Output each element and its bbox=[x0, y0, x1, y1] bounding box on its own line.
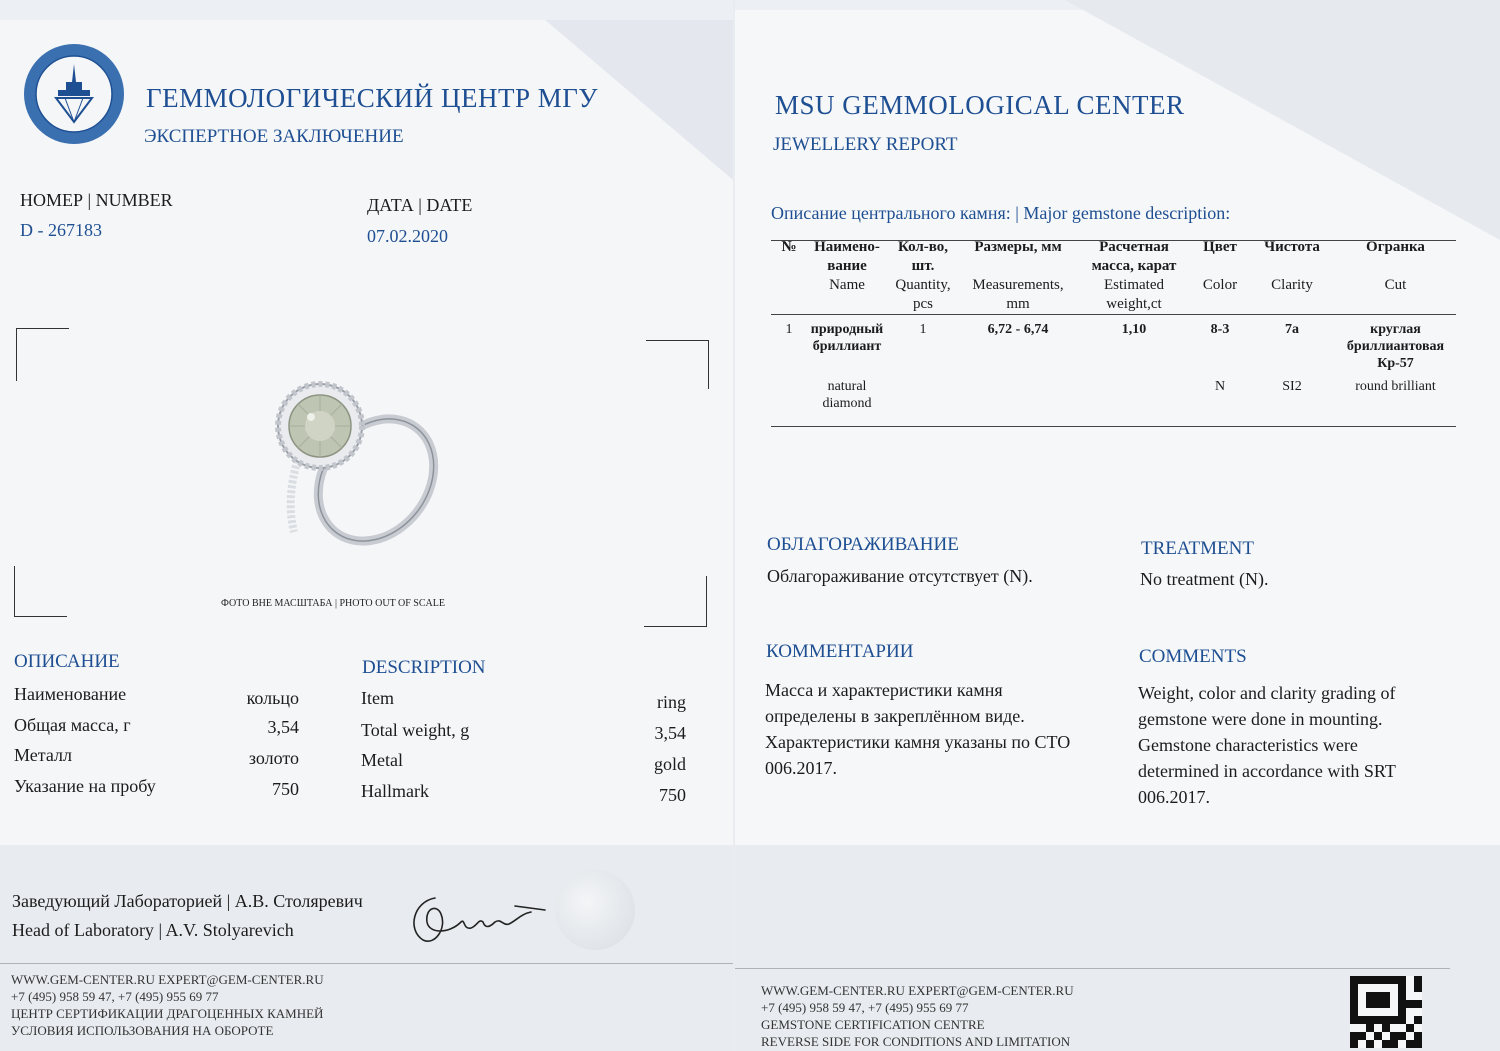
qr-module bbox=[1390, 984, 1398, 992]
col-header-en: Name bbox=[829, 277, 865, 293]
head-role-en: Head of Laboratory bbox=[12, 920, 154, 940]
comments-text-en: Weight, color and clarity grading of gemstone were done in mounting. Gemstone characteristics were determined in accordance with SRT 006.2017. bbox=[1138, 683, 1396, 807]
cell-ru: 6,72 - 6,74 bbox=[987, 322, 1049, 337]
report-subtitle-en: JEWELLERY REPORT bbox=[773, 134, 958, 155]
qr-module bbox=[1390, 976, 1398, 984]
description-heading-en: DESCRIPTION bbox=[362, 657, 486, 678]
qr-module bbox=[1350, 992, 1358, 1000]
qr-module bbox=[1406, 984, 1414, 992]
footer-divider bbox=[735, 968, 1450, 969]
qr-module bbox=[1382, 1024, 1390, 1032]
cell-en: N bbox=[1214, 379, 1226, 394]
qr-module bbox=[1390, 1040, 1398, 1048]
cell-ru: природный бриллиант bbox=[810, 322, 884, 354]
head-role-ru: Заведующий Лабораторией bbox=[12, 891, 223, 911]
center-title-ru: ГЕММОЛОГИЧЕСКИЙ ЦЕНТР МГУ bbox=[146, 83, 598, 113]
qr-module bbox=[1406, 1024, 1414, 1032]
col-header-en: Quantity, pcs bbox=[895, 277, 951, 312]
col-header-en: Clarity bbox=[1271, 277, 1313, 293]
photo-frame-corner bbox=[644, 576, 707, 627]
qr-module bbox=[1406, 1000, 1414, 1008]
col-header-ru: Наимено-вание bbox=[814, 239, 880, 274]
qr-module bbox=[1382, 1008, 1390, 1016]
qr-module bbox=[1390, 992, 1398, 1000]
head-name-en: | A.V. Stolyarevich bbox=[158, 920, 294, 940]
desc-ru-value: кольцо bbox=[246, 688, 299, 708]
desc-ru-label: Указание на пробу bbox=[14, 776, 156, 796]
table-row-en bbox=[771, 372, 1456, 418]
qr-module bbox=[1390, 1008, 1398, 1016]
desc-en-value: 750 bbox=[659, 785, 686, 805]
qr-module bbox=[1390, 1032, 1398, 1040]
col-header-ru: Кол-во, шт. bbox=[897, 239, 949, 274]
qr-module bbox=[1358, 1024, 1366, 1032]
qr-module bbox=[1366, 1040, 1374, 1048]
col-header-ru: № bbox=[781, 239, 797, 255]
cell-ru: 1 bbox=[919, 322, 927, 337]
footer-contacts-ru bbox=[11, 971, 324, 1039]
desc-en-label: Hallmark bbox=[361, 781, 429, 801]
qr-module bbox=[1398, 1016, 1406, 1024]
desc-en-label: Total weight, g bbox=[361, 720, 470, 740]
qr-module bbox=[1350, 1040, 1358, 1048]
table-header-en bbox=[771, 276, 1456, 315]
footer-line: REVERSE SIDE FOR CONDITIONS AND LIMITATION bbox=[761, 1034, 1071, 1049]
gemstone-table bbox=[771, 238, 1456, 418]
qr-module bbox=[1406, 976, 1414, 984]
table-header-ru bbox=[771, 238, 1456, 276]
qr-module bbox=[1366, 984, 1374, 992]
qr-module bbox=[1382, 984, 1390, 992]
qr-module bbox=[1406, 1032, 1414, 1040]
qr-module bbox=[1358, 1008, 1366, 1016]
qr-module bbox=[1382, 976, 1390, 984]
qr-module bbox=[1366, 1008, 1374, 1016]
cell-ru: 1,10 bbox=[1121, 322, 1147, 337]
qr-module bbox=[1414, 1040, 1422, 1048]
qr-code-icon bbox=[1350, 976, 1422, 1048]
footer-line: WWW.GEM-CENTER.RU EXPERT@GEM-CENTER.RU bbox=[761, 983, 1074, 998]
desc-ru-label: Металл bbox=[14, 745, 72, 765]
qr-module bbox=[1382, 1000, 1390, 1008]
comments-heading-en: COMMENTS bbox=[1139, 646, 1247, 667]
qr-module bbox=[1398, 976, 1406, 984]
qr-module bbox=[1398, 984, 1406, 992]
report-number: D - 267183 bbox=[20, 220, 102, 240]
qr-module bbox=[1382, 1040, 1390, 1048]
comments-heading-ru: КОММЕНТАРИИ bbox=[766, 641, 914, 662]
cell-en bbox=[887, 372, 959, 418]
treatment-heading-en: TREATMENT bbox=[1141, 538, 1254, 559]
comments-text-ru: Масса и характеристики камня определены в закреплённом виде. Характеристики камня указаны по СТО 006.2017. bbox=[765, 680, 1071, 778]
table-row-ru bbox=[771, 315, 1456, 373]
signature bbox=[405, 888, 550, 950]
photo-frame-corner bbox=[16, 328, 69, 381]
qr-module bbox=[1414, 1016, 1422, 1024]
qr-module bbox=[1350, 1000, 1358, 1008]
qr-module bbox=[1358, 992, 1366, 1000]
qr-module bbox=[1406, 1008, 1414, 1016]
cell-en: natural diamond bbox=[822, 379, 872, 411]
qr-module bbox=[1414, 1024, 1422, 1032]
cell-en bbox=[771, 372, 807, 418]
qr-module bbox=[1366, 976, 1374, 984]
desc-en-value: 3,54 bbox=[654, 723, 686, 743]
qr-module bbox=[1358, 1040, 1366, 1048]
embossed-seal-stamp bbox=[555, 870, 635, 950]
qr-module bbox=[1366, 1024, 1374, 1032]
qr-module bbox=[1374, 1040, 1382, 1048]
cell-en: round brilliant bbox=[1355, 379, 1436, 394]
qr-module bbox=[1398, 1032, 1406, 1040]
qr-module bbox=[1374, 1016, 1382, 1024]
report-subtitle-ru: ЭКСПЕРТНОЕ ЗАКЛЮЧЕНИЕ bbox=[144, 126, 404, 147]
footer-divider bbox=[0, 963, 733, 964]
qr-module bbox=[1414, 976, 1422, 984]
qr-module bbox=[1374, 976, 1382, 984]
msu-gemmological-seal-icon bbox=[22, 42, 126, 146]
qr-module bbox=[1406, 1040, 1414, 1048]
treatment-heading-ru: ОБЛАГОРАЖИВАНИЕ bbox=[767, 534, 959, 555]
col-header-ru: Размеры, мм bbox=[974, 239, 1062, 255]
qr-module bbox=[1350, 1024, 1358, 1032]
footer-line: GEMSTONE CERTIFICATION CENTRE bbox=[761, 1017, 985, 1032]
qr-module bbox=[1398, 1040, 1406, 1048]
qr-module bbox=[1382, 1016, 1390, 1024]
qr-module bbox=[1398, 1024, 1406, 1032]
qr-module bbox=[1366, 1016, 1374, 1024]
qr-module bbox=[1350, 1032, 1358, 1040]
footer-line: +7 (495) 958 59 47, +7 (495) 955 69 77 bbox=[11, 989, 219, 1004]
qr-module bbox=[1390, 1024, 1398, 1032]
head-name-ru: | А.В. Столяревич bbox=[226, 891, 363, 911]
number-label: НОМЕР | NUMBER bbox=[20, 190, 173, 210]
cell-en bbox=[959, 372, 1077, 418]
col-header-en: Estimated weight,ct bbox=[1104, 277, 1164, 312]
footer-line: ЦЕНТР СЕРТИФИКАЦИИ ДРАГОЦЕННЫХ КАМНЕЙ bbox=[11, 1006, 324, 1021]
qr-module bbox=[1382, 1032, 1390, 1040]
col-header-ru: Цвет bbox=[1203, 239, 1237, 255]
qr-module bbox=[1366, 1032, 1374, 1040]
photo-frame-corner bbox=[646, 340, 709, 389]
cell-ru: 8-3 bbox=[1210, 322, 1230, 337]
cell-ru: круглая бриллиантовая Кр-57 bbox=[1346, 322, 1445, 371]
english-certificate-page bbox=[735, 0, 1500, 1051]
qr-module bbox=[1350, 1008, 1358, 1016]
report-date: 07.02.2020 bbox=[367, 226, 448, 246]
qr-module bbox=[1398, 1008, 1406, 1016]
qr-module bbox=[1406, 992, 1414, 1000]
qr-module bbox=[1374, 1008, 1382, 1016]
qr-module bbox=[1414, 992, 1422, 1000]
photo-caption: ФОТО ВНЕ МАСШТАБА | PHOTO OUT OF SCALE bbox=[221, 598, 445, 609]
col-header-en: Color bbox=[1202, 277, 1238, 293]
head-title-ru bbox=[12, 891, 363, 912]
qr-module bbox=[1414, 1032, 1422, 1040]
cell-en: SI2 bbox=[1282, 379, 1302, 394]
qr-module bbox=[1374, 1024, 1382, 1032]
cell-en bbox=[1077, 372, 1191, 418]
qr-module bbox=[1406, 1016, 1414, 1024]
qr-module bbox=[1374, 992, 1382, 1000]
description-heading-ru: ОПИСАНИЕ bbox=[14, 651, 120, 672]
col-header-en: Cut bbox=[1384, 277, 1407, 293]
paper-shade bbox=[0, 0, 733, 20]
qr-module bbox=[1358, 984, 1366, 992]
qr-module bbox=[1398, 1000, 1406, 1008]
treatment-text-ru: Облагораживание отсутствует (N). bbox=[767, 566, 1033, 586]
diamond-ring-photo bbox=[264, 372, 444, 552]
table-bottom-rule bbox=[771, 426, 1456, 427]
qr-module bbox=[1382, 992, 1390, 1000]
footer-contacts-en bbox=[761, 982, 1074, 1050]
desc-en-label: Metal bbox=[361, 750, 403, 770]
col-header-ru: Чистота bbox=[1264, 239, 1320, 255]
col-header-ru: Огранка bbox=[1366, 239, 1425, 255]
qr-module bbox=[1390, 1016, 1398, 1024]
col-header-en: Measurements, mm bbox=[972, 277, 1064, 312]
col-header-ru: Расчетная масса, карат bbox=[1091, 239, 1177, 274]
head-title-en bbox=[12, 920, 294, 941]
qr-module bbox=[1350, 1016, 1358, 1024]
cell-ru: 7а bbox=[1285, 322, 1299, 337]
desc-en-label: Item bbox=[361, 688, 394, 708]
qr-module bbox=[1358, 1000, 1366, 1008]
qr-module bbox=[1390, 1000, 1398, 1008]
qr-module bbox=[1414, 984, 1422, 992]
qr-module bbox=[1374, 1000, 1382, 1008]
qr-module bbox=[1398, 992, 1406, 1000]
date-label: ДАТА | DATE bbox=[367, 195, 473, 215]
qr-module bbox=[1358, 976, 1366, 984]
qr-module bbox=[1374, 1032, 1382, 1040]
qr-module bbox=[1366, 1000, 1374, 1008]
footer-line: WWW.GEM-CENTER.RU EXPERT@GEM-CENTER.RU bbox=[11, 972, 324, 987]
qr-module bbox=[1414, 1000, 1422, 1008]
qr-module bbox=[1350, 984, 1358, 992]
desc-en-value: gold bbox=[653, 754, 686, 774]
desc-ru-value: 750 bbox=[272, 779, 299, 799]
desc-ru-value: 3,54 bbox=[267, 717, 299, 737]
russian-certificate-page bbox=[0, 0, 733, 1051]
desc-ru-label: Общая масса, г bbox=[14, 715, 131, 735]
center-title-en: MSU GEMMOLOGICAL CENTER bbox=[775, 90, 1185, 120]
gemstone-heading: Описание центрального камня: | Major gemstone description: bbox=[771, 203, 1231, 223]
cell-ru: 1 bbox=[785, 322, 793, 337]
qr-module bbox=[1358, 1016, 1366, 1024]
treatment-text-en: No treatment (N). bbox=[1140, 569, 1269, 589]
qr-module bbox=[1350, 976, 1358, 984]
qr-module bbox=[1358, 1032, 1366, 1040]
footer-line: +7 (495) 958 59 47, +7 (495) 955 69 77 bbox=[761, 1000, 969, 1015]
footer-line: УСЛОВИЯ ИСПОЛЬЗОВАНИЯ НА ОБОРОТЕ bbox=[11, 1023, 274, 1038]
qr-module bbox=[1366, 992, 1374, 1000]
photo-frame-corner bbox=[14, 566, 67, 617]
desc-ru-label: Наименование bbox=[14, 684, 127, 704]
qr-module bbox=[1414, 1008, 1422, 1016]
desc-en-value: ring bbox=[657, 692, 686, 712]
col-header-en bbox=[771, 276, 807, 315]
desc-ru-value: золото bbox=[248, 748, 299, 768]
qr-module bbox=[1374, 984, 1382, 992]
